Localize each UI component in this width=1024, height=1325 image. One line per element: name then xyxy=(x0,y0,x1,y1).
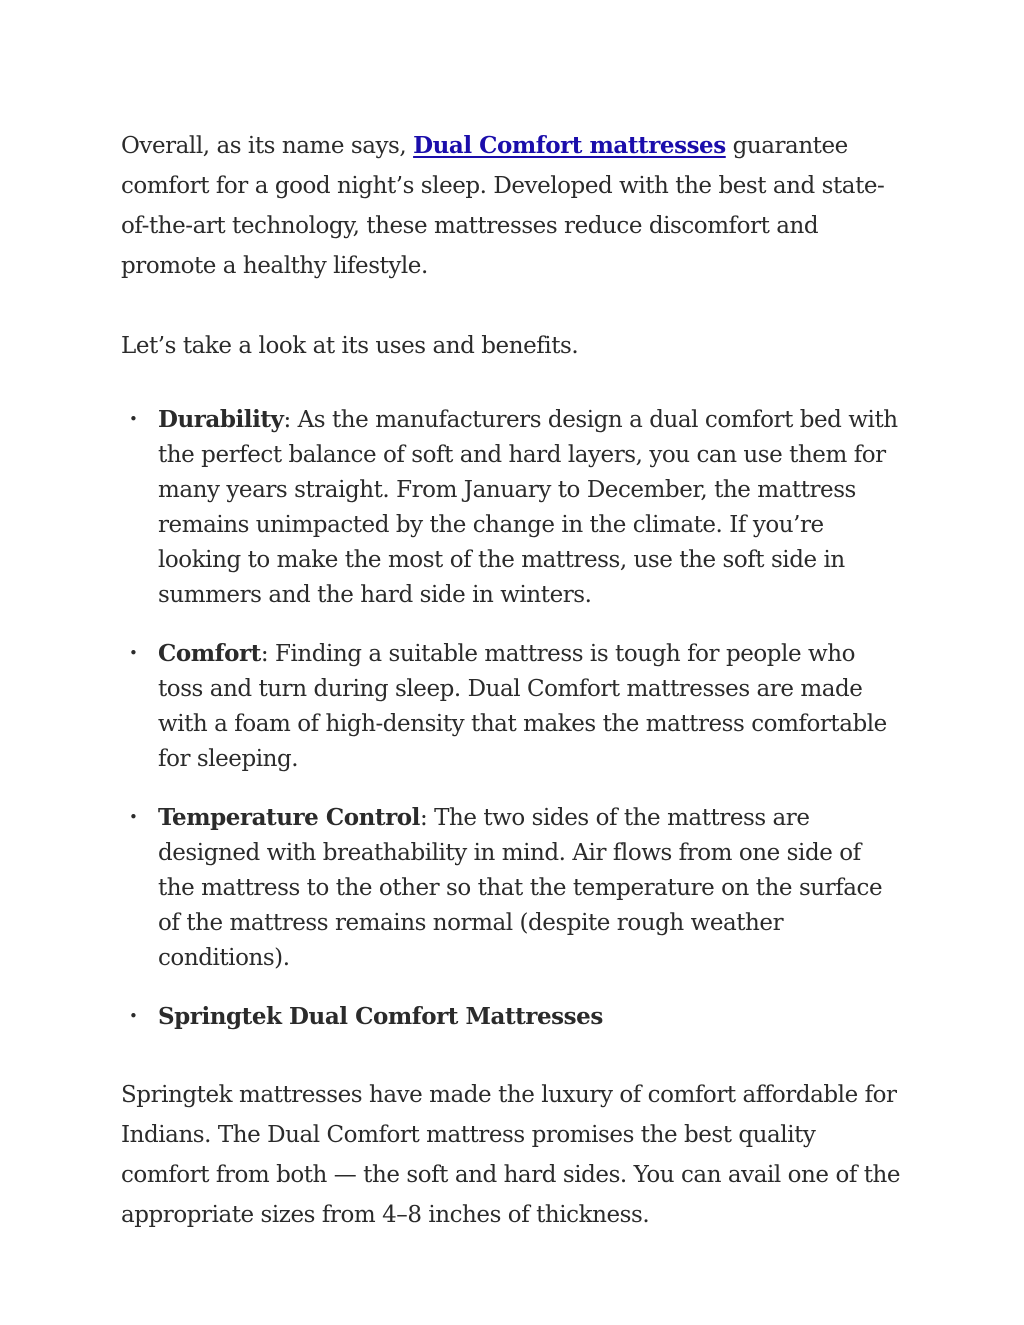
bullet-icon: • xyxy=(129,808,138,826)
intro-text-before-link: Overall, as its name says, xyxy=(121,133,414,159)
list-item-springtek xyxy=(121,999,901,1035)
benefit-text: : Finding a suitable mattress is tough for people who toss and turn during sleep. Dual Comfort mattresses are made with a foam of high-density that makes the mattress comfortable for sleeping. xyxy=(158,641,887,772)
dual-comfort-mattresses-link[interactable]: Dual Comfort mattresses xyxy=(413,132,726,159)
list-item-durability xyxy=(121,402,901,613)
closing-paragraph: Springtek mattresses have made the luxury of comfort affordable for Indians. The Dual Comfort mattress promises the best quality comfort from both — the soft and hard sides. You can avail one of the appropriate sizes from 4–8 inches of thickness. xyxy=(121,1082,901,1228)
benefit-text: : As the manufacturers design a dual comfort bed with the perfect balance of soft and hard layers, you can use them for many years straight. From January to December, the mattress remains unimpacted by the change in the climate. If you’re looking to make the most of the mattress, use the soft side in summers and the hard side in winters. xyxy=(158,407,898,608)
list-item-comfort xyxy=(121,636,901,777)
bullet-icon: • xyxy=(129,1007,138,1025)
benefit-term: Comfort xyxy=(158,640,261,667)
lead-paragraph: Let’s take a look at its uses and benefits. xyxy=(121,333,579,359)
intro-text-after-link: guarantee comfort for a good night’s sleep. Developed with the best and state-of-the-art technology, these mattresses reduce discomfort and promote a healthy lifestyle. xyxy=(121,133,885,279)
document-page xyxy=(121,126,901,1235)
benefit-term: Durability xyxy=(158,406,284,433)
bullet-icon: • xyxy=(129,644,138,662)
benefits-list xyxy=(121,402,901,1035)
benefit-term: Springtek Dual Comfort Mattresses xyxy=(158,1003,603,1030)
list-item-temperature-control xyxy=(121,800,901,976)
benefit-text: : The two sides of the mattress are designed with breathability in mind. Air flows from one side of the mattress to the other so that the temperature on the surface of the mattress remains normal (despite rough weather conditions). xyxy=(158,805,883,971)
intro-paragraph xyxy=(121,126,901,286)
bullet-icon: • xyxy=(129,410,138,428)
benefit-term: Temperature Control xyxy=(158,804,420,831)
